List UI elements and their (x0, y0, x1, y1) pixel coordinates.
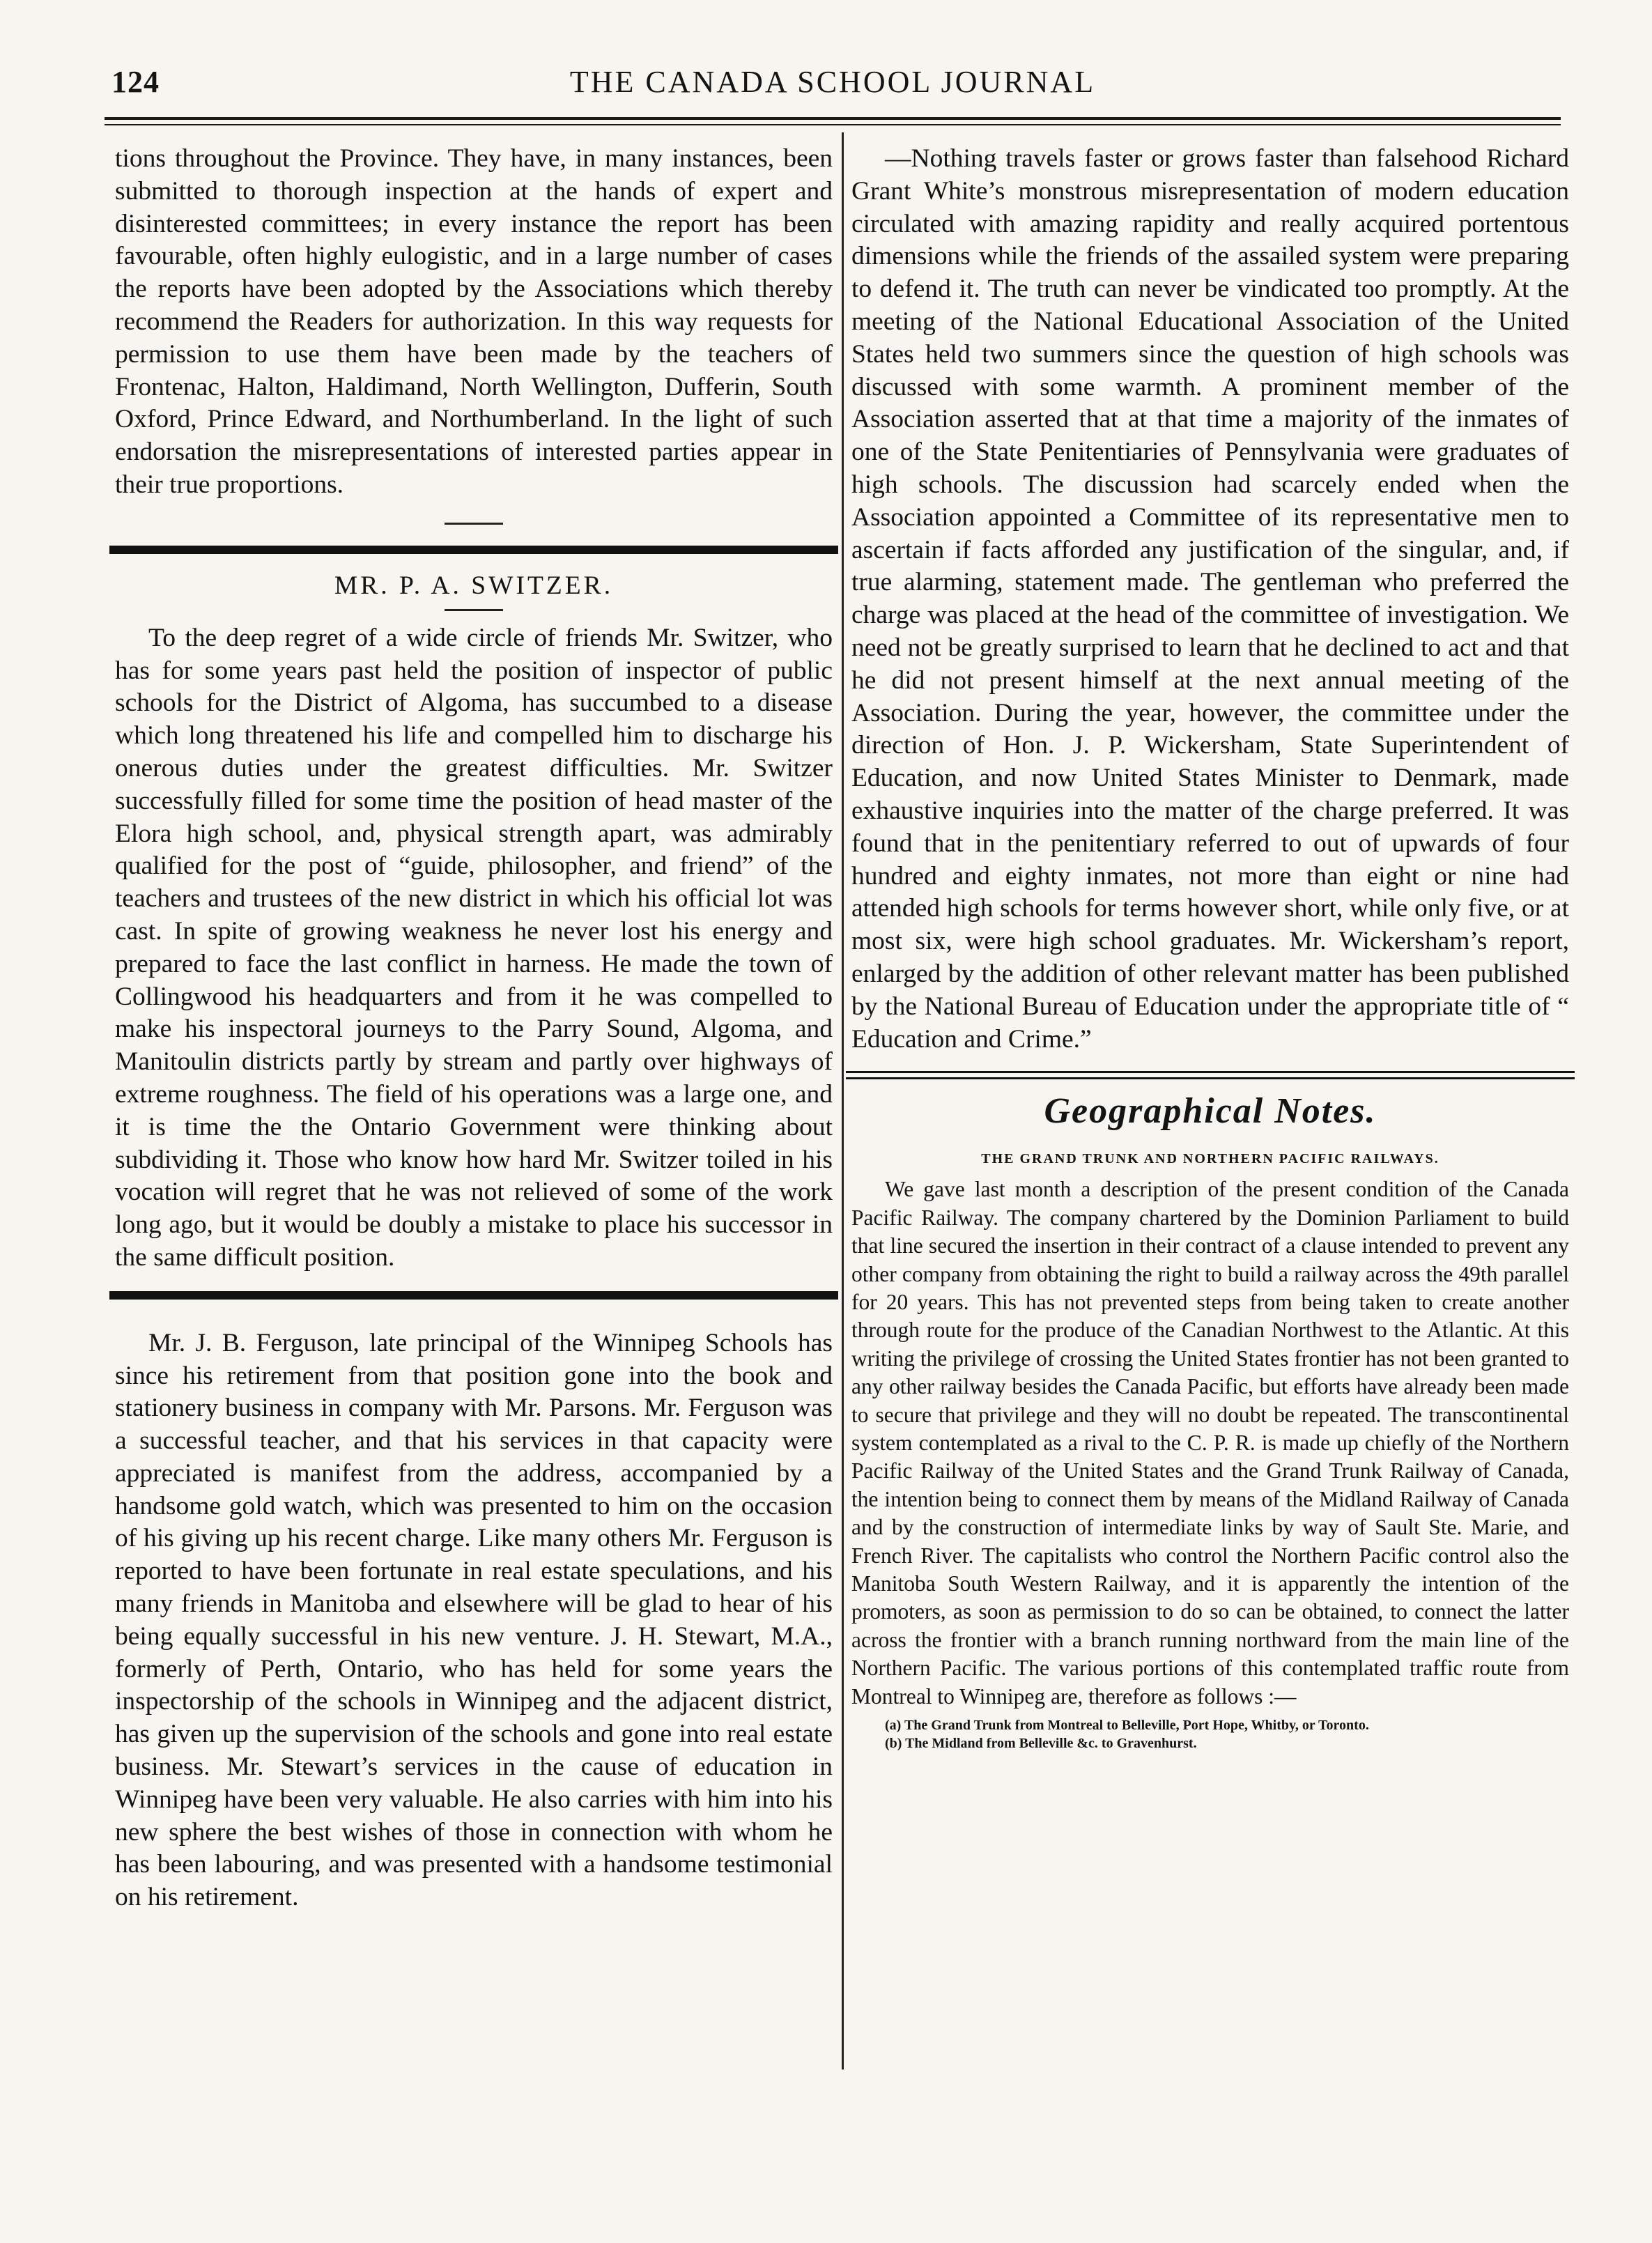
header-rule (105, 117, 1561, 120)
ferguson-paragraph: Mr. J. B. Ferguson, late principal of the Winnipeg Schools has since his retirement from that position gone into the book and stationery business in company with Mr. Parsons. Mr. Ferguson was a successful teacher, and that his services in that capacity were appreciated is manifest from the address, accompanied by a handsome gold watch, which was presented to him on the occasion of his giving up his recent charge. Like many others Mr. Ferguson is reported to have been fortunate in real estate speculations, and his many friends in Manitoba and elsewhere will be glad to hear of his being equally successful in his new venture. J. H. Stewart, M.A., formerly of Perth, Ontario, who has held for some years the inspectorship of the schools in Winnipeg and the adjacent district, has given up the supervision of the schools and gone into real estate business. Mr. Stewart’s services in the cause of education in Winnipeg have been very valuable. He also carries with him into his new sphere the best wishes of those in connection with whom he has been labouring, and was presented with a handsome testimonial on his retirement. (115, 1328, 833, 1912)
column-divider (842, 132, 844, 2069)
geographical-notes-heading: Geographical Notes. (1044, 1091, 1377, 1132)
route-item-b: (b) The Midland from Belleville &c. to Gravenhurst. (885, 1736, 1197, 1752)
falsehood-paragraph: —Nothing travels faster or grows faster than falsehood Richard Grant White’s monstrous misrepresentation of modern education circulated with amazing rapidity and really acquired portentous dimensions while the friends of the assailed system were preparing to defend it. The truth can never be vindicated too promptly. At the meeting of the National Educational Association of the United States held two summers since the question of high schools was discussed with some warmth. A prominent member of the Association asserted that at that time a majority of the inmates of one of the State Penitentiaries of Pennsylvania were graduates of high schools. The discussion had scarcely ended when the Association appointed a Committee of its representative men to ascertain if facts afforded any justification of the singular, and, if true alarming, statement made. The gentleman who preferred the charge was placed at the head of the committee of investigation. We need not be greatly surprised to learn that he declined to act and that he did not present himself at the next annual meeting of the Association. During the year, however, the committee under the direction of Hon. J. P. Wickersham, State Superintendent of Education, and now United States Minister to Denmark, made exhaustive inquiries into the matter of the charge preferred. It was found that in the penitentiary referred to out of upwards of four hundred and eighty inmates, not more than eight or nine had attended high schools for terms however short, while only five, or at most six, were high school graduates. Mr. Wickersham’s report, enlarged by the addition of other relevant matter has been published by the National Bureau of Education under the appropriate title of “ Education and Crime.” (851, 144, 1569, 1054)
section-divider (445, 523, 503, 525)
section-rule (109, 1291, 838, 1300)
switzer-paragraph: To the deep regret of a wide circle of friends Mr. Switzer, who has for some years past held the position of inspector of public schools for the District of Algoma, has succumbed to a disease which long threatened his life and compelled him to discharge his onerous duties under the greatest difficulties. Mr. Switzer successfully filled for some time the position of head master of the Elora high school, and, physical strength apart, was admirably qualified for the post of “guide, philosopher, and friend” of the teachers and trustees of the new district in which his official lot was cast. In spite of growing weakness he never lost his energy and prepared to face the last conflict in harness. He made the town of Collingwood his headquarters and from it he was compelled to make his inspectoral journeys to the Parry Sound, Algoma, and Manitoulin districts partly by stream and partly over highways of extreme roughness. The field of his operations was a large one, and it is time the the Ontario Government were thinking about subdividing it. Those who know how hard Mr. Switzer toiled in his vocation will regret that he was not relieved of some of the work long ago, but it would be doubly a mistake to place his successor in the same difficult position. (115, 623, 833, 1272)
section-rule (846, 1071, 1575, 1079)
heading-divider (445, 609, 503, 611)
switzer-heading: MR. P. A. SWITZER. (334, 571, 614, 600)
section-rule (109, 546, 838, 554)
railways-paragraph: We gave last month a description of the present condition of the Canada Pacific Railway. The company chartered by the Dominion Parliament to build that line secured the insertion in their contract of a clause intended to prevent any other company from obtaining the right to build a railway across the 49th parallel for 20 years. This has not prevented steps from being taken to create another through route for the produce of the Canadian Northwest to the Atlantic. At this writing the privilege of crossing the United States frontier has not been granted to any other railway besides the Canada Pacific, but efforts have already been made to secure that privilege and they will no doubt be repeated. The transcontinental system contemplated as a rival to the C. P. R. is made up chiefly of the Northern Pacific Railway of the United States and the Grand Trunk Railway of Canada, the intention being to connect them by means of the Midland Railway of Canada and by the construction of intermediate links by way of Sault Ste. Marie, and French River. The capitalists who control the Northern Pacific control also the Manitoba South Western Railway, and it is apparently the intention of the promoters, as soon as permission to do so can be obtained, to connect the latter across the frontier with a branch running northward from the main line of the Northern Pacific. The various portions of this contemplated traffic route from Montreal to Winnipeg are, therefore as follows :— (851, 1177, 1569, 1709)
page-number: 124 (111, 65, 160, 99)
page-header (105, 64, 1561, 106)
right-column (851, 143, 1569, 1752)
province-readers-paragraph: tions throughout the Province. They have, in many instances, been submitted to thorough inspection at the hands of expert and disinterested committees; in every instance the report has been favourable, often highly eulogistic, and in a large number of cases the reports have been adopted by the Associations which thereby recommend the Readers for authorization. In this way requests for permission to use them have been made by the teachers of Frontenac, Halton, Haldimand, North Wellington, Dufferin, South Oxford, Prince Edward, and Northumberland. In the light of such endorsation the misrepresentations of interested parties appear in their true proportions. (115, 144, 833, 499)
header-rule-thin (105, 124, 1561, 125)
journal-title: THE CANADA SCHOOL JOURNAL (569, 65, 1096, 99)
route-item-a: (a) The Grand Trunk from Montreal to Belleville, Port Hope, Whitby, or Toronto. (885, 1718, 1369, 1734)
railways-subheading: THE GRAND TRUNK AND NORTHERN PACIFIC RAILWAYS. (981, 1151, 1439, 1167)
left-column (115, 143, 833, 1914)
